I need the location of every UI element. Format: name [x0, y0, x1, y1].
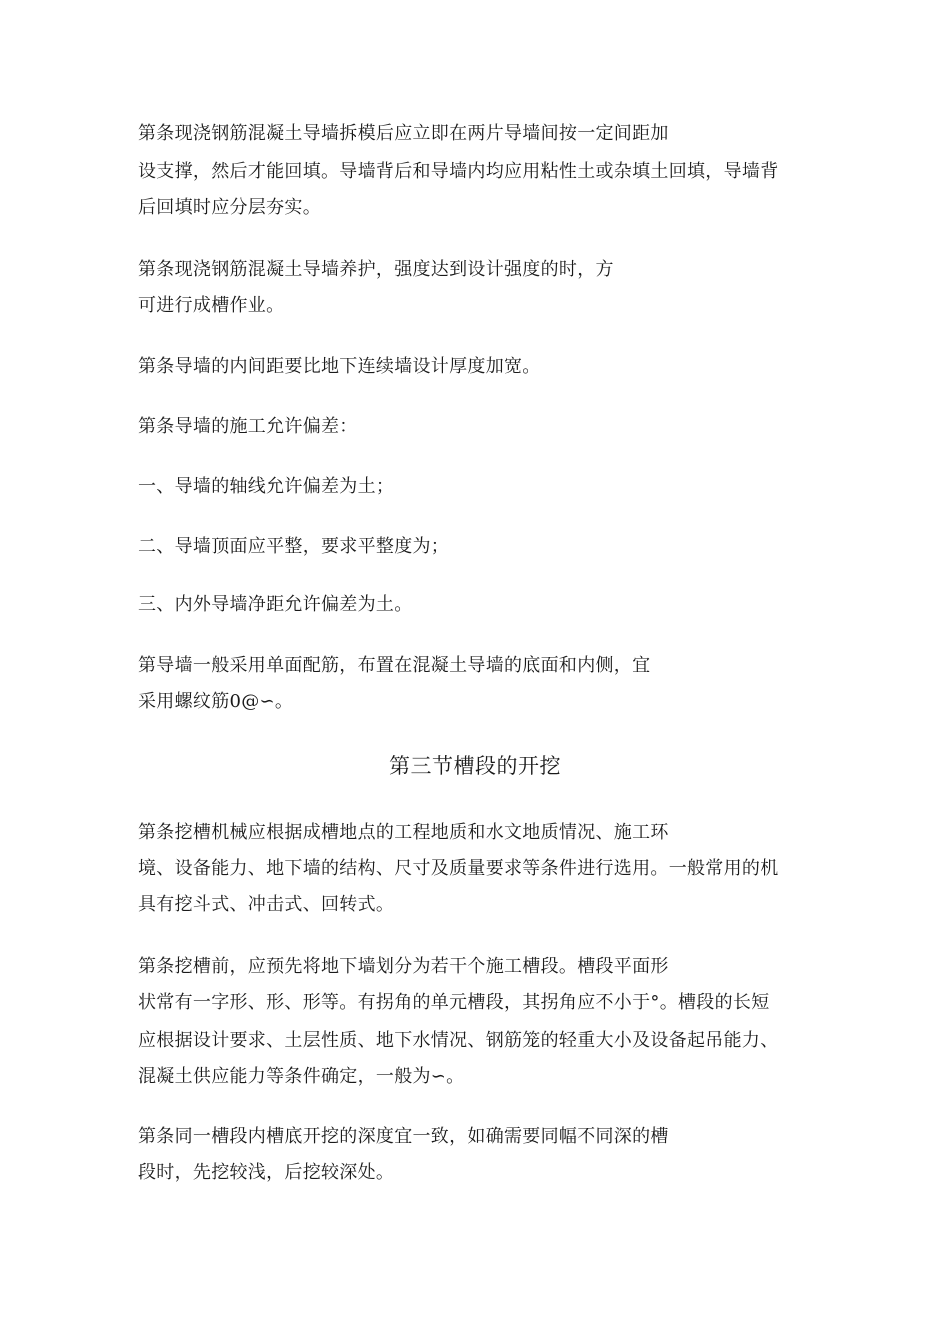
- section-paragraph-1-line-3: 具有挖斗式、冲击式、回转式。: [138, 894, 395, 915]
- paragraph-2-line-1: 第条现浇钢筋混凝土导墙养护，强度达到设计强度的时，方: [138, 259, 614, 280]
- section-paragraph-1-line-2: 境、设备能力、地下墙的结构、尺寸及质量要求等条件进行选用。一般常用的机: [138, 858, 779, 879]
- section-paragraph-3-line-2: 段时，先挖较浅，后挖较深处。: [138, 1162, 395, 1183]
- paragraph-8-line-2: 采用螺纹筋0@∽。: [138, 691, 294, 712]
- paragraph-1-line-2: 设支撑，然后才能回填。导墙背后和导墙内均应用粘性土或杂填土回填，导墙背: [138, 161, 779, 182]
- list-item-3: 三、内外导墙净距允许偏差为土。: [138, 594, 413, 615]
- list-item-1: 一、导墙的轴线允许偏差为土；: [138, 476, 395, 497]
- section-paragraph-2-line-1: 第条挖槽前，应预先将地下墙划分为若干个施工槽段。槽段平面形: [138, 956, 669, 977]
- section-paragraph-3-line-1: 第条同一槽段内槽底开挖的深度宜一致，如确需要同幅不同深的槽: [138, 1126, 669, 1147]
- paragraph-4-line-1: 第条导墙的施工允许偏差：: [138, 416, 358, 437]
- paragraph-1-line-3: 后回填时应分层夯实。: [138, 197, 321, 218]
- paragraph-8-line-1: 第导墙一般采用单面配筋，布置在混凝土导墙的底面和内侧，宜: [138, 655, 651, 676]
- paragraph-2-line-2: 可进行成槽作业。: [138, 295, 285, 316]
- section-paragraph-2-line-2: 状常有一字形、形、形等。有拐角的单元槽段，其拐角应不小于°。槽段的长短: [138, 992, 770, 1013]
- paragraph-3-line-1: 第条导墙的内间距要比地下连续墙设计厚度加宽。: [138, 356, 541, 377]
- section-paragraph-1-line-1: 第条挖槽机械应根据成槽地点的工程地质和水文地质情况、施工环: [138, 822, 669, 843]
- section-paragraph-2-line-3: 应根据设计要求、土层性质、地下水情况、钢筋笼的轻重大小及设备起吊能力、: [138, 1030, 779, 1051]
- section-heading: 第三节槽段的开挖: [389, 754, 561, 778]
- paragraph-1-line-1: 第条现浇钢筋混凝土导墙拆模后应立即在两片导墙间按一定间距加: [138, 123, 669, 144]
- section-paragraph-2-line-4: 混凝土供应能力等条件确定，一般为∽。: [138, 1066, 465, 1087]
- list-item-2: 二、导墙顶面应平整，要求平整度为；: [138, 536, 450, 557]
